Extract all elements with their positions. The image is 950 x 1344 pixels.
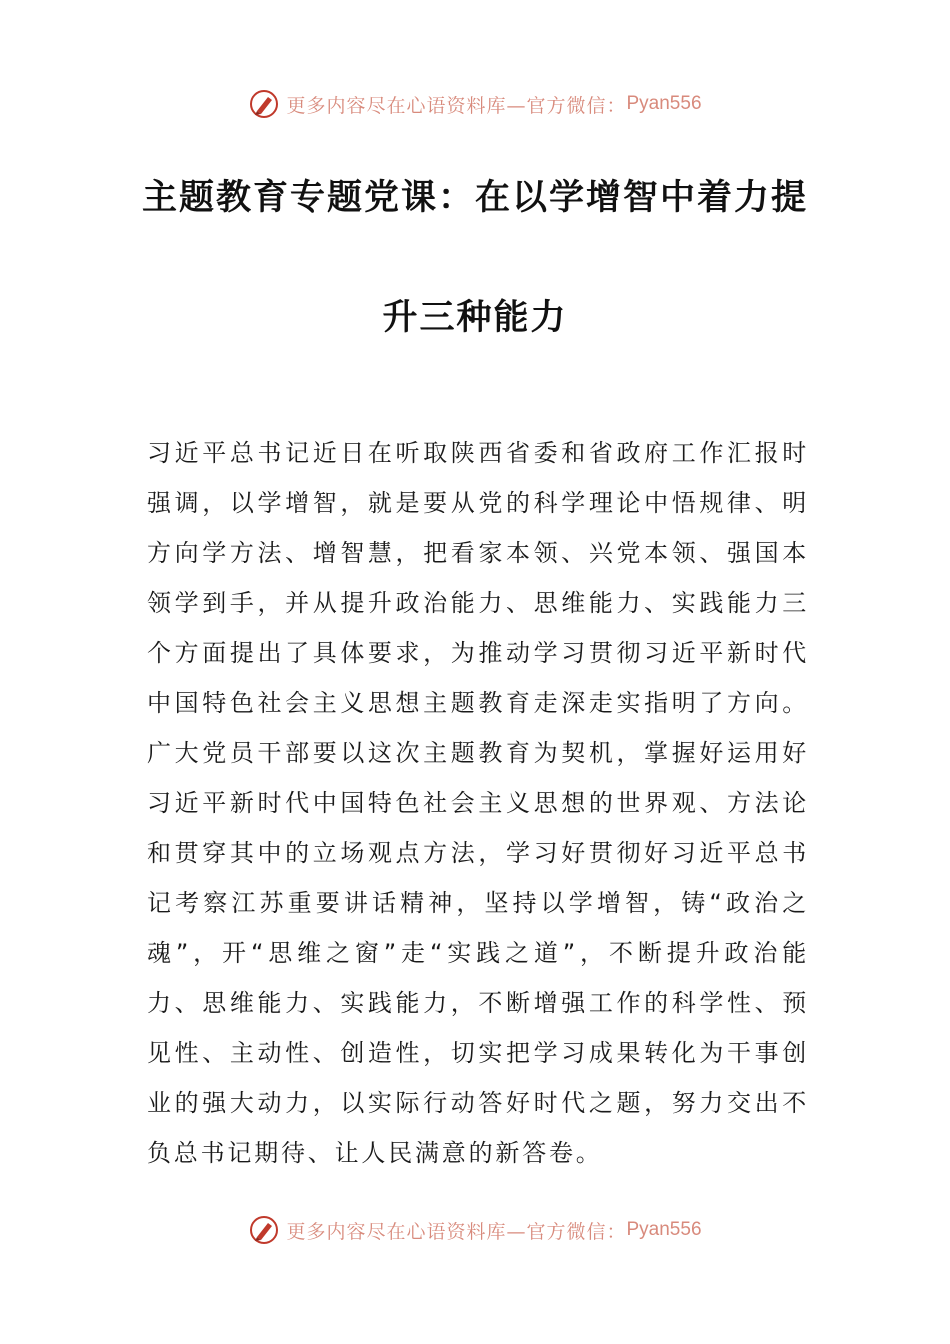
document-title-line-2: 升三种能力	[382, 298, 568, 338]
document-title-line-1: 主题教育专题党课：在以学增智中着力提	[141, 178, 808, 218]
body-paragraph: 习近平总书记近日在听取陕西省委和省政府工作汇报时强调，以学增智，就是要从党的科学理论中悟规律、明方向学方法、增智慧，把看家本领、兴党本领、强国本领学到手，并从提升政治能力、思维能力、实践能力三个方面提出了具体要求，为推动学习贯彻习近平新时代中国特色社会主义思想主题教育走深走实指明了方向。广大党员干部要以这次主题教育为契机，掌握好运用好习近平新时代中国特色社会主义思想的世界观、方法论和贯穿其中的立场观点方法，学习好贯彻好习近平总书记考察江苏重要讲话精神，坚持以学增智，铸“政治之魂”，开“思维之窗”走“实践之道”，不断提升政治能力、思维能力、实践能力，不断增强工作的科学性、预见性、主动性、创造性，切实把学习成果转化为干事创业的强大动力，以实际行动答好时代之题，努力交出不负总书记期待、让人民满意的新答卷。	[147, 439, 809, 1167]
watermark-wechat-id: Pyan556	[626, 1219, 702, 1240]
header-watermark	[0, 84, 950, 124]
watermark-text: 更多内容尽在心语资料库—官方微信：	[286, 1220, 627, 1243]
pen-nib-logo-icon	[248, 88, 280, 120]
watermark-text: 更多内容尽在心语资料库—官方微信：	[286, 94, 627, 117]
footer-watermark	[0, 1210, 950, 1250]
pen-nib-logo-icon	[248, 1214, 280, 1246]
watermark-wechat-id: Pyan556	[626, 93, 702, 114]
